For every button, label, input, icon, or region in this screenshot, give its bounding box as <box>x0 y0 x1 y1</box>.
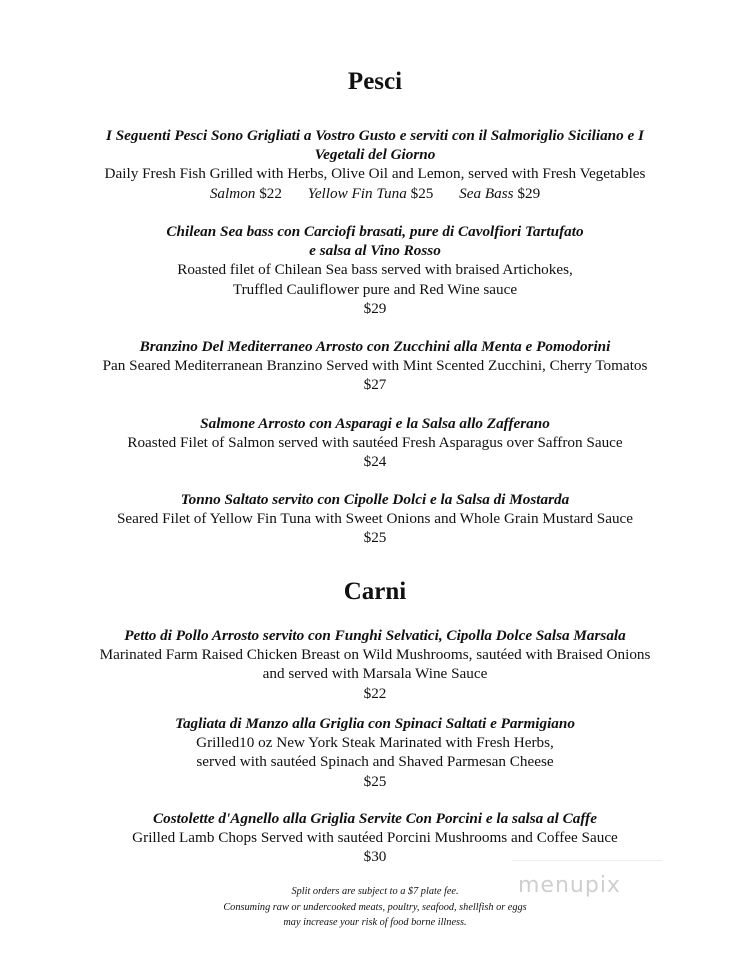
option-name: Sea Bass <box>459 184 514 202</box>
item-description: Grilled Lamb Chops Served with sautéed Porcini Mushrooms and Coffee Sauce <box>132 829 618 847</box>
menu-item <box>60 222 690 318</box>
item-description: served with sautéed Spinach and Shaved Parmesan Cheese <box>196 753 554 771</box>
option-name: Salmon <box>209 184 256 202</box>
item-description: Grilled10 oz New York Steak Marinated with Fresh Herbs, <box>196 734 554 752</box>
item-description: Roasted Filet of Salmon served with sautéed Fresh Asparagus over Saffron Sauce <box>127 434 623 452</box>
menu-item <box>60 337 690 395</box>
item-description: Marinated Farm Raised Chicken Breast on Wild Mushrooms, sautéed with Braised Onions <box>99 646 651 664</box>
fish-options <box>60 184 690 203</box>
item-price: $24 <box>363 453 387 471</box>
item-description: Seared Filet of Yellow Fin Tuna with Sweet Onions and Whole Grain Mustard Sauce <box>116 510 634 528</box>
item-title: Costolette d'Agnello alla Griglia Servite Con Porcini e la salsa al Caffe <box>153 810 597 827</box>
item-description: Truffled Cauliflower pure and Red Wine sauce <box>232 280 518 298</box>
item-description: Roasted filet of Chilean Sea bass served with braised Artichokes, <box>177 261 573 279</box>
menu-item <box>60 714 690 791</box>
item-description: Pan Seared Mediterranean Branzino Served with Mint Scented Zucchini, Cherry Tomatos <box>102 357 648 375</box>
item-title: Tonno Saltato servito con Cipolle Dolci e la Salsa di Mostarda <box>180 491 570 508</box>
option-price: $22 <box>259 184 282 202</box>
item-title: e salsa al Vino Rosso <box>309 242 441 260</box>
menu-item <box>60 490 690 548</box>
item-description: and served with Marsala Wine Sauce <box>262 665 488 683</box>
option-price: $29 <box>517 184 541 202</box>
menupix-watermark: menupix <box>518 873 621 898</box>
item-title: Salmone Arrosto con Asparagi e la Salsa allo Zafferano <box>200 415 550 432</box>
item-title: Branzino Del Mediterraneo Arrosto con Zucchini alla Menta e Pomodorini <box>139 338 611 355</box>
item-title: Tagliata di Manzo alla Griglia con Spinaci Saltati e Parmigiano <box>175 715 575 732</box>
footer-line: Split orders are subject to a $7 plate fee. <box>291 886 459 897</box>
item-price: $25 <box>363 772 387 790</box>
item-price: $29 <box>363 299 387 317</box>
item-title: Petto di Pollo Arrosto servito con Funghi Selvatici, Cipolla Dolce Salsa Marsala <box>124 627 626 644</box>
footer-line: Consuming raw or undercooked meats, poultry, seafood, shellfish or eggs <box>223 901 527 913</box>
item-title: Chilean Sea bass con Carciofi brasati, pure di Cavolfiori Tartufato <box>166 223 584 240</box>
option-name: Yellow Fin Tuna <box>307 184 407 202</box>
item-title: Vegetali del Giorno <box>314 146 436 164</box>
menu-item-pesci-intro <box>60 126 690 203</box>
item-price: $22 <box>363 684 387 702</box>
item-price: $27 <box>363 376 387 394</box>
menu-item <box>60 414 690 472</box>
menu-item <box>60 809 690 867</box>
watermark-divider <box>512 860 662 861</box>
section-heading-carni: Carni <box>343 578 407 605</box>
item-description: Daily Fresh Fish Grilled with Herbs, Olive Oil and Lemon, served with Fresh Vegetables <box>104 165 646 183</box>
item-price: $30 <box>363 848 387 866</box>
item-title: I Seguenti Pesci Sono Grigliati a Vostro Gusto e serviti con il Salmoriglio Siciliano e I <box>106 127 644 144</box>
option-price: $25 <box>410 184 434 202</box>
footer-line: may increase your risk of food borne illness. <box>283 917 467 928</box>
item-price: $25 <box>363 529 387 547</box>
section-heading-pesci: Pesci <box>347 68 403 95</box>
menu-item <box>60 626 690 703</box>
